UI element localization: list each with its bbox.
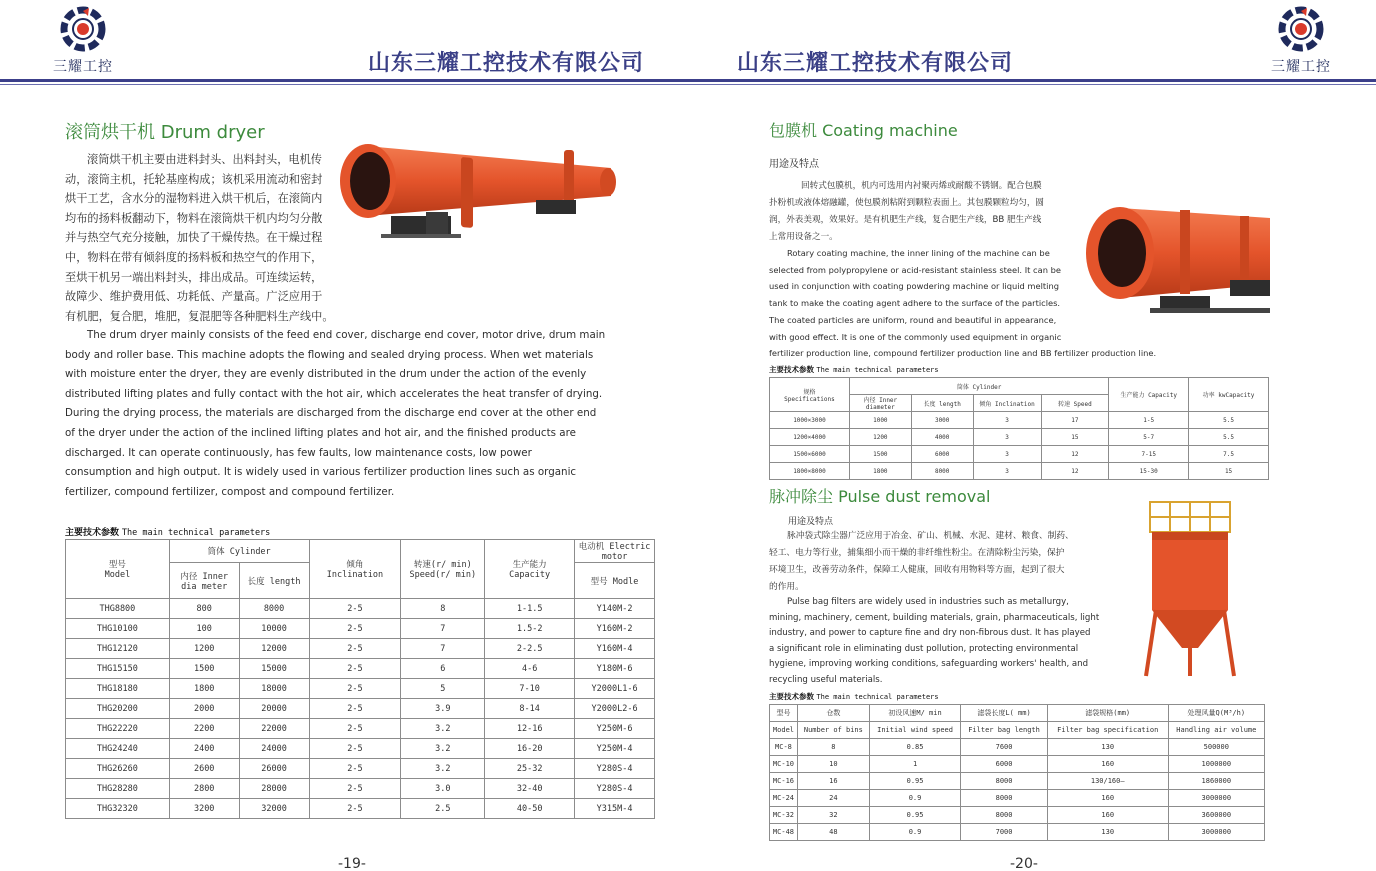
drum-cn-line: 滚筒烘干机主要由进料封头、出料封头，电机传 <box>87 153 322 166</box>
table-cell: 2.5 <box>401 799 485 819</box>
drum-dryer-image <box>336 136 626 246</box>
table-header-cell: 型号 <box>770 705 798 722</box>
dust-cn-line: 轻工、电力等行业，捕集细小而干燥的非纤维性粉尘。在清除粉尘污染，保护 <box>769 548 1065 558</box>
table-cell: MC-16 <box>770 773 798 790</box>
table-cell: 800 <box>169 599 239 619</box>
table-row <box>66 799 655 819</box>
table-header-cell: 处理风量Q(M³/h) <box>1168 705 1264 722</box>
table-cell: THG15150 <box>66 659 170 679</box>
th-cylinder: 筒体 Cylinder <box>849 378 1108 395</box>
table-cell: 130 <box>1047 824 1168 841</box>
table-cell: 26000 <box>239 759 309 779</box>
table-cell: 3.0 <box>401 779 485 799</box>
table-cell: 2-5 <box>309 699 401 719</box>
table-row <box>770 824 1265 841</box>
table-row <box>770 756 1265 773</box>
coating-table-label <box>769 364 939 375</box>
table-cell: 48 <box>797 824 869 841</box>
table-cell: 32 <box>797 807 869 824</box>
table-cell: 1000 <box>849 412 911 429</box>
table-cell: 7 <box>401 619 485 639</box>
table-cell: 2-5 <box>309 779 401 799</box>
table-cell: 15 <box>1041 429 1109 446</box>
table-row <box>66 639 655 659</box>
dust-collector-image <box>1140 500 1240 680</box>
table-cell: 3.9 <box>401 699 485 719</box>
table-cell: 24 <box>797 790 869 807</box>
table-cell: 20000 <box>239 699 309 719</box>
table-cell: 1.5-2 <box>485 619 575 639</box>
table-cell: 7-10 <box>485 679 575 699</box>
table-cell: 7000 <box>961 824 1048 841</box>
table-cell: 1860000 <box>1168 773 1264 790</box>
logo-text: 三耀工控 <box>1271 59 1331 75</box>
drum-en-line: distributed lifting plates and fully contact with the hot air, which accelerates the heat transfer of drying. <box>65 387 603 400</box>
drum-spec-table <box>65 539 655 819</box>
th-capacity: 生产能力 Capacity <box>1109 378 1189 412</box>
table-row <box>770 790 1265 807</box>
header-rule-thin <box>0 84 1376 85</box>
th-power: 功率 kwCapacity <box>1189 378 1269 412</box>
table-cell: THG20200 <box>66 699 170 719</box>
table-cell: 4-6 <box>485 659 575 679</box>
table-cell: 3000 <box>911 412 973 429</box>
table-cell: 2-5 <box>309 679 401 699</box>
dust-en-line: industry, and power to capture fine and dry non-fibrous dust. It has played <box>769 628 1091 639</box>
table-cell: Y2000L2-6 <box>575 699 655 719</box>
table-cell: 2-5 <box>309 719 401 739</box>
dust-table-head-en <box>770 722 1265 739</box>
table-cell: 160 <box>1047 807 1168 824</box>
table-cell: MC-24 <box>770 790 798 807</box>
table-cell: 24000 <box>239 739 309 759</box>
dust-spec-table <box>769 704 1265 841</box>
table-cell: THG8800 <box>66 599 170 619</box>
table-cell: 5-7 <box>1109 429 1189 446</box>
coating-cn-line: 润，外表美观，效果好。是有机肥生产线，复合肥生产线，BB 肥生产线 <box>769 215 1042 225</box>
table-cell: Y280S-4 <box>575 759 655 779</box>
table-row <box>66 679 655 699</box>
coating-machine-image <box>1080 200 1280 318</box>
table-row <box>770 739 1265 756</box>
logo-gear-icon <box>1276 4 1326 54</box>
table-header-cell: Filter bag length <box>961 722 1048 739</box>
header-rule <box>0 79 1376 82</box>
table-cell: 15000 <box>239 659 309 679</box>
table-cell: 3200 <box>169 799 239 819</box>
drum-table-label <box>65 525 270 538</box>
drum-dryer-title: 滚筒烘干机 Drum dryer <box>65 122 265 143</box>
drum-cn-line: 烘干工艺，含水分的湿物料进入烘干机后，在滚筒内 <box>65 192 323 206</box>
table-cell: 12 <box>1041 463 1109 480</box>
dust-en-line: Pulse bag filters are widely used in industries such as metallurgy, <box>787 597 1069 607</box>
dust-en-line: hygiene, improving working conditions, safeguarding workers' health, and <box>769 659 1089 670</box>
drum-en-line: During the drying process, the materials are discharged from the discharge end cover at the other end <box>65 407 597 420</box>
table-row <box>66 599 655 619</box>
th-inclination: 倾角 Inclination <box>973 395 1041 412</box>
table-row <box>770 773 1265 790</box>
th-spec: 规格 Specifications <box>770 378 850 412</box>
table-cell: 5 <box>401 679 485 699</box>
table-row <box>66 699 655 719</box>
table-cell: Y2000L1-6 <box>575 679 655 699</box>
th-length: 长度 length <box>239 563 309 599</box>
table-cell: 3000000 <box>1168 824 1264 841</box>
table-cell: Y160M-2 <box>575 619 655 639</box>
table-label-en: The main technical parameters <box>121 528 271 538</box>
table-cell: Y250M-6 <box>575 719 655 739</box>
table-cell: 1 <box>869 756 960 773</box>
table-cell: THG24240 <box>66 739 170 759</box>
table-header-cell: 滤袋规格(mm) <box>1047 705 1168 722</box>
table-cell: 8 <box>401 599 485 619</box>
table-cell: 2-5 <box>309 799 401 819</box>
th-motor: 电动机 Electric motor <box>575 540 655 563</box>
company-name-right: 山东三耀工控技术有限公司 <box>737 51 1014 76</box>
table-cell: 8000 <box>239 599 309 619</box>
company-name-left: 山东三耀工控技术有限公司 <box>368 51 645 76</box>
table-cell: 7-15 <box>1109 446 1189 463</box>
table-cell: 1500×6000 <box>770 446 850 463</box>
table-cell: 0.9 <box>869 824 960 841</box>
table-header-cell: Number of bins <box>797 722 869 739</box>
table-cell: 15-30 <box>1109 463 1189 480</box>
coating-cn-line: 回转式包膜机，机内可选用内衬聚丙烯或耐酸不锈钢。配合包膜 <box>801 181 1042 191</box>
coating-en-line: selected from polypropylene or acid-resistant stainless steel. It can be <box>769 264 1061 275</box>
table-row <box>770 429 1269 446</box>
table-cell: THG26260 <box>66 759 170 779</box>
coating-en-line: used in conjunction with coating powdering machine or liquid melting <box>769 281 1059 292</box>
table-cell: 3.2 <box>401 719 485 739</box>
table-cell: Y250M-4 <box>575 739 655 759</box>
table-cell: 1-5 <box>1109 412 1189 429</box>
table-cell: 500000 <box>1168 739 1264 756</box>
table-cell: 130 <box>1047 739 1168 756</box>
drum-en-line: body and roller base. This machine adopts the flowing and sealed drying process. When wet materials <box>65 348 594 361</box>
page-number-left: -19- <box>338 856 366 871</box>
table-cell: 8000 <box>961 790 1048 807</box>
table-header-cell: Handling air volume <box>1168 722 1264 739</box>
table-cell: 2200 <box>169 719 239 739</box>
table-cell: 12000 <box>239 639 309 659</box>
dust-cn-line: 环境卫生，改善劳动条件，保障工人健康，回收有用物料等方面，起到了很大 <box>769 565 1065 575</box>
coating-cn-text <box>769 178 1089 246</box>
coating-en-line: fertilizer production line, compound fertilizer production line and BB fertilizer production line. <box>769 348 1157 359</box>
table-cell: 160 <box>1047 790 1168 807</box>
table-cell: 2-5 <box>309 659 401 679</box>
drum-cn-line: 均布的扬料板翻动下，物料在滚筒烘干机内均匀分散 <box>65 211 323 225</box>
drum-cn-line: 故障少、维护费用低、功耗低、产量高。广泛应用于 <box>65 290 323 304</box>
coating-en-line: with good effect. It is one of the commonly used equipment in organic <box>769 331 1062 342</box>
coating-en-line: The coated particles are uniform, round and beautiful in appearance, <box>769 314 1057 325</box>
th-capacity: 生产能力 Capacity <box>485 540 575 599</box>
table-cell: 32000 <box>239 799 309 819</box>
drum-cn-line: 并与热空气充分接触，加快了干燥传热。在干燥过程 <box>65 231 323 245</box>
table-cell: 6 <box>401 659 485 679</box>
coating-use-label: 用途及特点 <box>769 159 819 170</box>
table-cell: 0.9 <box>869 790 960 807</box>
coating-en-line: tank to make the coating agent adhere to the surface of the particles. <box>769 298 1061 309</box>
table-cell: MC-8 <box>770 739 798 756</box>
th-model: 型号 Model <box>66 540 170 599</box>
table-cell: 8000 <box>961 807 1048 824</box>
table-cell: 2600 <box>169 759 239 779</box>
page-number-right: -20- <box>1010 856 1038 871</box>
th-inner: 内径 Inner dia meter <box>169 563 239 599</box>
table-cell: 160 <box>1047 756 1168 773</box>
table-cell: Y315M-4 <box>575 799 655 819</box>
table-header-cell: 滤袋长度L( mm) <box>961 705 1048 722</box>
logo-text: 三耀工控 <box>53 59 113 75</box>
th-length: 长度 length <box>911 395 973 412</box>
drum-cn-line: 中，物料在带有倾斜度的扬料板和热空气的作用下， <box>65 250 323 264</box>
table-cell: 22000 <box>239 719 309 739</box>
table-cell: 1000×3000 <box>770 412 850 429</box>
table-cell: 2-5 <box>309 739 401 759</box>
table-cell: 4000 <box>911 429 973 446</box>
table-cell: 2-5 <box>309 759 401 779</box>
table-row <box>66 619 655 639</box>
table-cell: 100 <box>169 619 239 639</box>
table-cell: 8 <box>797 739 869 756</box>
table-cell: 2-5 <box>309 639 401 659</box>
table-cell: 7.5 <box>1189 446 1269 463</box>
th-speed: 转速(r/ min) Speed(r/ min) <box>401 540 485 599</box>
drum-table-body <box>66 599 655 819</box>
th-cylinder: 筒体 Cylinder <box>169 540 309 563</box>
table-cell: MC-32 <box>770 807 798 824</box>
table-cell: 8-14 <box>485 699 575 719</box>
drum-cn-text <box>65 150 340 326</box>
table-label-cn: 主要技术参数 <box>769 692 814 701</box>
logo-gear-icon <box>58 4 108 54</box>
drum-en-line: with moisture enter the dryer, they are evenly distributed in the drum under the action of the evenly <box>65 368 587 381</box>
company-logo-right <box>1268 4 1334 76</box>
table-cell: 6000 <box>961 756 1048 773</box>
coating-spec-table <box>769 377 1269 480</box>
table-cell: 12-16 <box>485 719 575 739</box>
table-cell: 1800 <box>849 463 911 480</box>
table-cell: 130/160— <box>1047 773 1168 790</box>
table-cell: 12 <box>1041 446 1109 463</box>
drum-cn-line: 至烘干机另一端出料封头，排出成品。可连续运转， <box>65 270 323 284</box>
table-cell: THG18180 <box>66 679 170 699</box>
table-cell: THG32320 <box>66 799 170 819</box>
th-motor-model: 型号 Modle <box>575 563 655 599</box>
table-cell: 1000000 <box>1168 756 1264 773</box>
th-inclination: 倾角 Inclination <box>309 540 401 599</box>
table-header-cell: Model <box>770 722 798 739</box>
table-cell: THG28280 <box>66 779 170 799</box>
table-cell: 40-50 <box>485 799 575 819</box>
dust-cn-text <box>769 528 1109 596</box>
coating-title: 包膜机 Coating machine <box>769 121 958 140</box>
table-cell: 6000 <box>911 446 973 463</box>
dust-en-line: recycling useful materials. <box>769 674 883 685</box>
table-cell: 3.2 <box>401 739 485 759</box>
table-cell: 3 <box>973 429 1041 446</box>
drum-cn-line: 有机肥，复合肥，堆肥，复混肥等各种肥料生产线中。 <box>65 309 334 323</box>
company-logo-left <box>50 4 116 76</box>
drum-en-line: consumption and high output. It is widely used in various fertilizer production lines such as organic <box>65 466 577 479</box>
table-cell: 1500 <box>849 446 911 463</box>
table-row <box>66 659 655 679</box>
table-cell: 5.5 <box>1189 412 1269 429</box>
table-cell: 32-40 <box>485 779 575 799</box>
table-cell: 2000 <box>169 699 239 719</box>
table-cell: 7 <box>401 639 485 659</box>
dust-en-line: mining, machinery, cement, building materials, grain, pharmaceuticals, light <box>769 612 1100 623</box>
table-cell: 8000 <box>911 463 973 480</box>
drum-en-text <box>65 326 605 502</box>
table-cell: 1200 <box>169 639 239 659</box>
table-cell: 15 <box>1189 463 1269 480</box>
table-cell: 3 <box>973 412 1041 429</box>
table-cell: 7600 <box>961 739 1048 756</box>
table-cell: 2-5 <box>309 619 401 639</box>
table-row <box>770 412 1269 429</box>
drum-en-line: discharged. It can operate continuously, has few faults, low maintenance costs, low power <box>65 446 532 459</box>
table-cell: Y160M-4 <box>575 639 655 659</box>
table-cell: THG22220 <box>66 719 170 739</box>
coating-table-body <box>770 412 1269 480</box>
dust-table-head-cn <box>770 705 1265 722</box>
table-cell: MC-48 <box>770 824 798 841</box>
table-cell: 5.5 <box>1189 429 1269 446</box>
table-row <box>770 807 1265 824</box>
table-cell: 1200×4000 <box>770 429 850 446</box>
table-cell: 10 <box>797 756 869 773</box>
table-cell: 3000000 <box>1168 790 1264 807</box>
table-cell: 1-1.5 <box>485 599 575 619</box>
table-label-cn: 主要技术参数 <box>769 365 814 374</box>
table-cell: 2-2.5 <box>485 639 575 659</box>
dust-en-line: a significant role in eliminating dust pollution, protecting environmental <box>769 643 1079 654</box>
table-cell: 0.85 <box>869 739 960 756</box>
table-cell: MC-10 <box>770 756 798 773</box>
th-speed: 转速 Speed <box>1041 395 1109 412</box>
table-cell: 1200 <box>849 429 911 446</box>
table-cell: 3600000 <box>1168 807 1264 824</box>
table-row <box>66 759 655 779</box>
dust-en-text <box>769 595 1109 689</box>
table-cell: 2800 <box>169 779 239 799</box>
table-cell: 18000 <box>239 679 309 699</box>
table-row <box>770 463 1269 480</box>
table-cell: THG12120 <box>66 639 170 659</box>
coating-en-line: Rotary coating machine, the inner lining of the machine can be <box>787 248 1050 258</box>
table-cell: 0.95 <box>869 773 960 790</box>
table-cell: THG10100 <box>66 619 170 639</box>
drum-en-line: of the dryer under the action of the inclined lifting plates and hot air, and the finished products are <box>65 426 576 439</box>
table-label-en: The main technical parameters <box>816 693 939 701</box>
table-cell: 0.95 <box>869 807 960 824</box>
table-cell: 17 <box>1041 412 1109 429</box>
table-label-en: The main technical parameters <box>816 366 939 374</box>
drum-cn-line: 动，滚筒主机，托轮基座构成；该机采用流动和密封 <box>65 172 323 186</box>
table-cell: Y280S-4 <box>575 779 655 799</box>
table-cell: 3 <box>973 446 1041 463</box>
table-cell: 28000 <box>239 779 309 799</box>
table-row <box>770 446 1269 463</box>
dust-title: 脉冲除尘 Pulse dust removal <box>769 487 991 506</box>
table-cell: 1800 <box>169 679 239 699</box>
dust-use-label: 用途及特点 <box>788 517 834 527</box>
table-row <box>66 779 655 799</box>
table-cell: 8000 <box>961 773 1048 790</box>
table-cell: 3 <box>973 463 1041 480</box>
coating-cn-line: 扑粉机或液体熔融罐，使包膜剂粘附到颗粒表面上。其包膜颗粒均匀，圆 <box>769 198 1045 208</box>
table-label-cn: 主要技术参数 <box>65 528 120 538</box>
table-cell: 1800×8000 <box>770 463 850 480</box>
table-cell: 10000 <box>239 619 309 639</box>
table-cell: 16 <box>797 773 869 790</box>
table-header-cell: Initial wind speed <box>869 722 960 739</box>
table-header-cell: 仓数 <box>797 705 869 722</box>
table-row <box>66 739 655 759</box>
dust-cn-line: 脉冲袋式除尘器广泛应用于冶金、矿山、机械、水泥、建材、粮食、制药、 <box>787 531 1074 541</box>
drum-en-line: The drum dryer mainly consists of the feed end cover, discharge end cover, motor drive, drum main <box>87 329 606 341</box>
dust-table-label <box>769 691 939 702</box>
table-header-cell: Filter bag specification <box>1047 722 1168 739</box>
table-cell: Y140M-2 <box>575 599 655 619</box>
table-cell: 3.2 <box>401 759 485 779</box>
table-cell: 2-5 <box>309 599 401 619</box>
table-cell: 1500 <box>169 659 239 679</box>
dust-cn-line: 的作用。 <box>769 582 804 592</box>
th-inner: 内径 Inner diameter <box>849 395 911 412</box>
table-cell: 2400 <box>169 739 239 759</box>
table-cell: 16-20 <box>485 739 575 759</box>
table-cell: Y180M-6 <box>575 659 655 679</box>
table-row <box>66 719 655 739</box>
dust-table-body <box>770 739 1265 841</box>
coating-cn-line: 上常用设备之一。 <box>769 232 838 242</box>
table-cell: 25-32 <box>485 759 575 779</box>
drum-en-line: fertilizer, compound fertilizer, compost and compound fertilizer. <box>65 485 395 498</box>
table-header-cell: 初设风速M/ min <box>869 705 960 722</box>
